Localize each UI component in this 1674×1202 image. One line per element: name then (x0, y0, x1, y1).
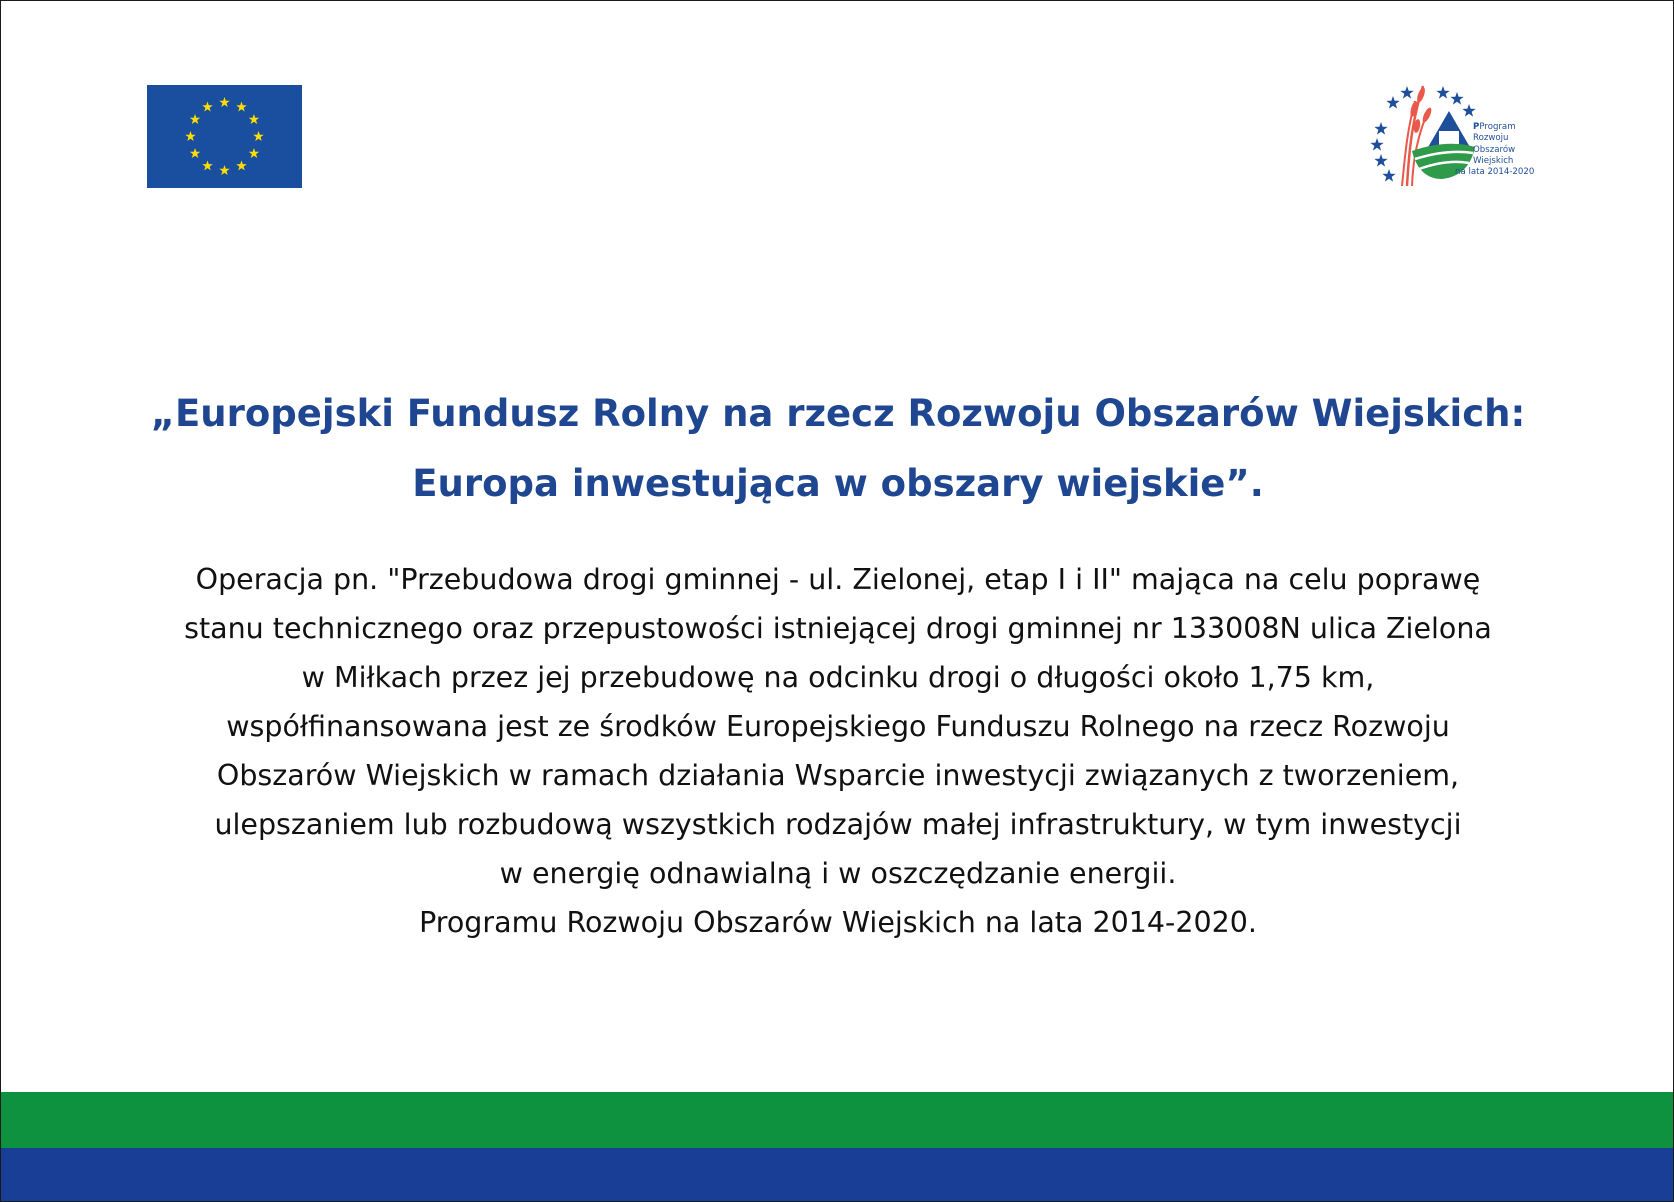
green-stripe (1, 1092, 1674, 1148)
prow-star-icon (1374, 122, 1387, 135)
body-line: Operacja pn. "Przebudowa drogi gminnej - ul. Zielonej, etap I i II" mająca na celu poprawę (195, 563, 1481, 596)
prow-star-icon (1370, 138, 1383, 151)
prow-line-4: Wiejskich (1473, 155, 1514, 166)
prow-star-icon (1462, 104, 1475, 117)
prow-star-icon (1450, 92, 1463, 105)
prow-star-icon (1400, 86, 1413, 99)
prow-line-2: Rozwoju (1473, 133, 1509, 144)
operation-description (1, 555, 1674, 947)
prow-star-icon (1436, 86, 1449, 99)
body-line: w Miłkach przez jej przebudowę na odcinku drogi o długości około 1,75 km, (301, 661, 1375, 694)
prow-years: na lata 2014-2020 (1455, 167, 1535, 178)
blue-stripe (1, 1148, 1674, 1202)
title-line-1: „Europejski Fundusz Rolny na rzecz Rozwoju Obszarów Wiejskich: (150, 392, 1526, 435)
body-line: stanu technicznego oraz przepustowości istniejącej drogi gminnej nr 133008N ulica Zielona (184, 612, 1492, 645)
body-line: Obszarów Wiejskich w ramach działania Wsparcie inwestycji związanych z tworzeniem, (216, 759, 1460, 792)
prow-star-icon (1382, 169, 1395, 182)
body-line: ulepszaniem lub rozbudową wszystkich rodzajów małej infrastruktury, w tym inwestycji (214, 808, 1462, 841)
prow-line-3: Obszarów (1473, 144, 1516, 155)
prow-logo-text: PProgram Rozwoju Obszarów Wiejskich na lata 2014-2020 (1455, 122, 1535, 178)
body-line: w energię odnawialną i w oszczędzanie energii. (499, 857, 1177, 890)
body-line: Programu Rozwoju Obszarów Wiejskich na lata 2014-2020. (419, 906, 1257, 939)
body-line: współfinansowana jest ze środków Europejskiego Funduszu Rolnego na rzecz Rozwoju (226, 710, 1450, 743)
eu-flag-icon (147, 85, 302, 188)
board-title (1, 379, 1674, 519)
prow-star-icon (1386, 96, 1399, 109)
prow-star-icon (1374, 154, 1387, 167)
prow-line-1: Program (1479, 122, 1516, 132)
title-line-2: Europa inwestująca w obszary wiejskie”. (412, 462, 1264, 505)
